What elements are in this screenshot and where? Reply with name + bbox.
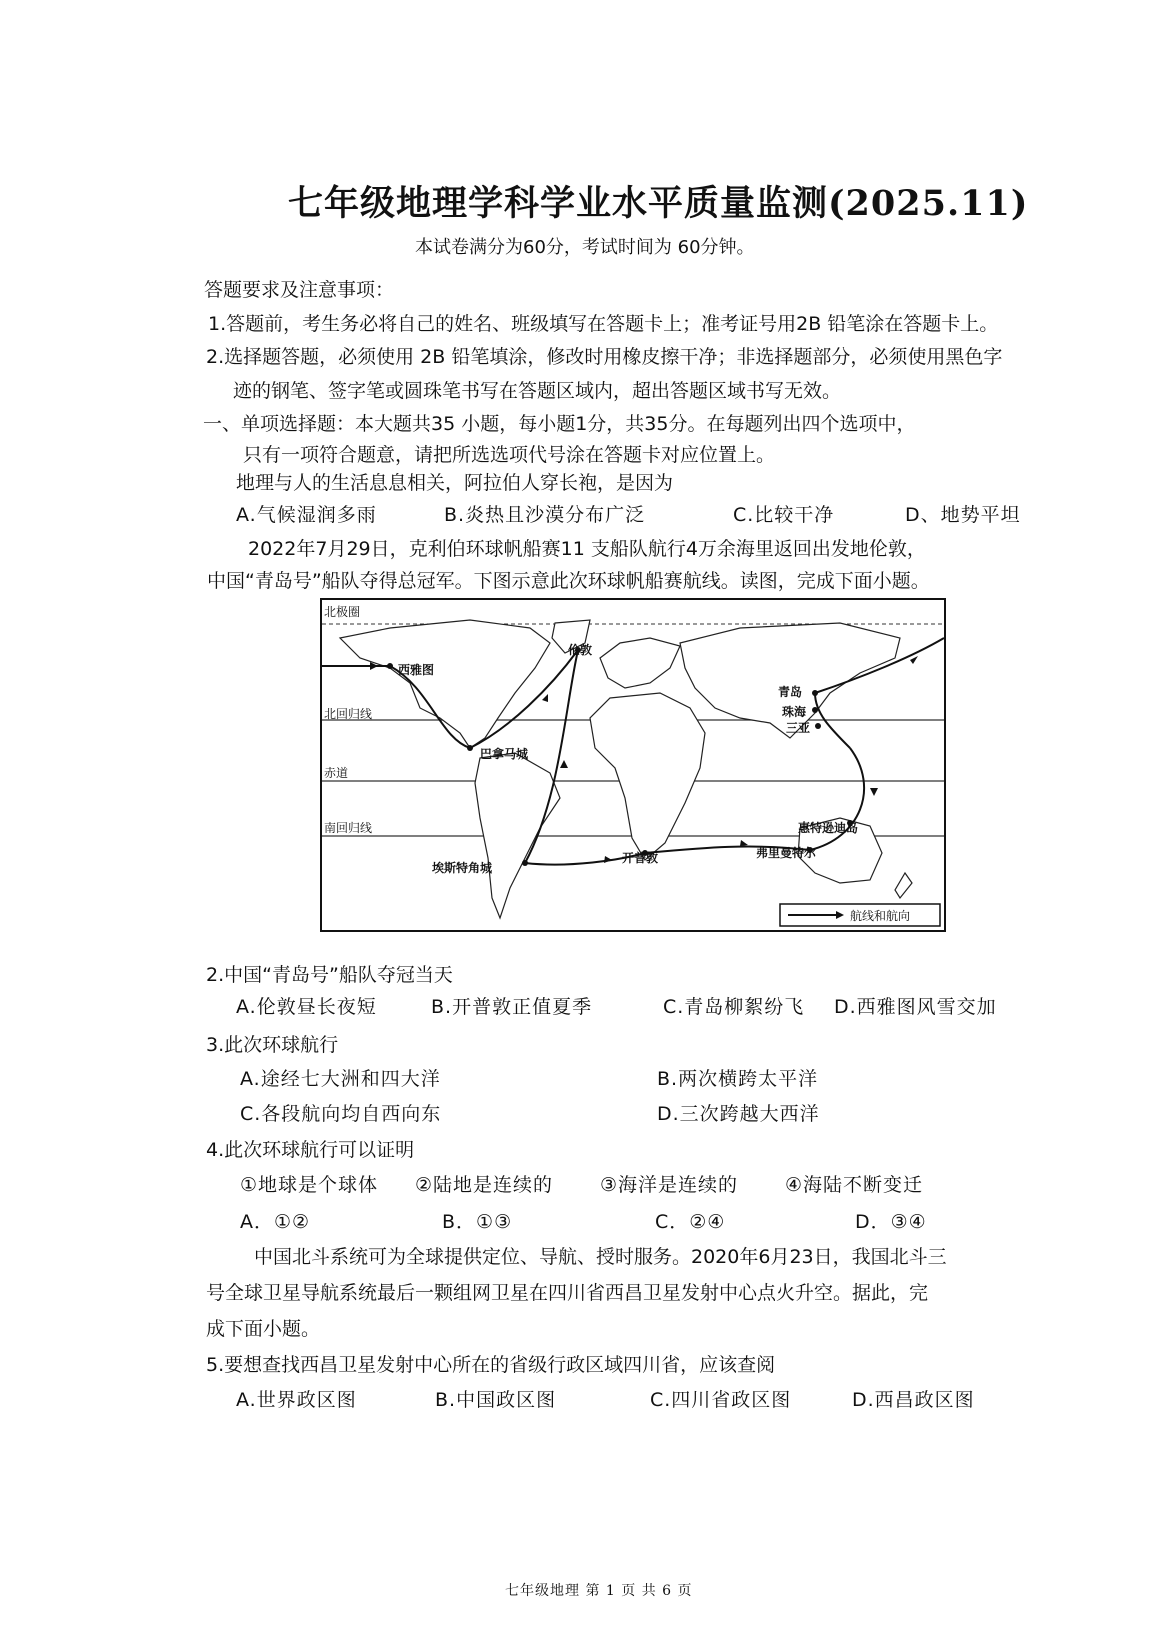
question-2-option-a[interactable]: A.伦敦昼长夜短 (236, 996, 377, 1018)
question-3-option-d[interactable]: D.三次跨越大西洋 (657, 1103, 820, 1125)
label-fremantle: 弗里曼特尔 (756, 846, 817, 860)
page-footer: 七年级地理 第 1 页 共 6 页 (505, 1583, 693, 1599)
question-3-option-a[interactable]: A.途经七大洲和四大洋 (240, 1068, 441, 1090)
question-3-option-b[interactable]: B.两次横跨太平洋 (657, 1068, 819, 1090)
section-heading-line-1: 一、单项选择题：本大题共35 小题，每小题1分，共35分。在每题列出四个选项中， (203, 413, 916, 435)
question-4-option-b[interactable]: B．①③ (442, 1211, 513, 1233)
question-1-option-a[interactable]: A.气候湿润多雨 (236, 504, 377, 526)
passage-2-line-2: 号全球卫星导航系统最后一颗组网卫星在四川省西昌卫星发射中心点火升空。据此，完 (206, 1282, 929, 1304)
question-5-option-a[interactable]: A.世界政区图 (236, 1389, 357, 1411)
question-4-option-c[interactable]: C．②④ (655, 1211, 726, 1233)
label-panama-city: 巴拿马城 (480, 747, 529, 761)
question-4-stem: 4.此次环球航行可以证明 (206, 1139, 415, 1161)
notes-heading: 答题要求及注意事项： (204, 279, 395, 301)
question-5-stem: 5.要想查找西昌卫星发射中心所在的省级行政区域四川省，应该查阅 (206, 1354, 776, 1376)
label-zhuhai: 珠海 (782, 705, 807, 719)
label-whitsunday: 惠特逊迪岛 (798, 821, 859, 835)
page-title: 七年级地理学科学业水平质量监测(2025.11) (288, 183, 1029, 224)
question-4-statement-1: ①地球是个球体 (240, 1174, 379, 1196)
label-sanya: 三亚 (786, 721, 811, 735)
note-item-1: 1.答题前，考生务必将自己的姓名、班级填写在答题卡上；准考证号用2B 铅笔涂在答题卡上。 (208, 313, 999, 335)
question-4-option-a[interactable]: A．①② (240, 1211, 311, 1233)
question-4-statement-2: ②陆地是连续的 (415, 1174, 554, 1196)
question-3-stem: 3.此次环球航行 (206, 1034, 339, 1056)
passage-2-line-3: 成下面小题。 (206, 1318, 321, 1340)
label-qingdao: 青岛 (778, 685, 803, 699)
sailing-route-map (320, 598, 946, 932)
question-1-option-b[interactable]: B.炎热且沙漠分布广泛 (444, 504, 646, 526)
question-4-statement-3: ③海洋是连续的 (600, 1174, 739, 1196)
label-london: 伦敦 (568, 643, 593, 657)
question-2-option-b[interactable]: B.开普敦正值夏季 (431, 996, 593, 1018)
passage-1-line-1: 2022年7月29日，克利伯环球帆船赛11 支船队航行4万余海里返回出发地伦敦， (248, 538, 926, 560)
exam-info: 本试卷满分为60分，考试时间为 60分钟。 (415, 237, 755, 258)
question-3-option-c[interactable]: C.各段航向均自西向东 (240, 1103, 442, 1125)
note-item-2-line-2: 迹的钢笔、签字笔或圆珠笔书写在答题区域内，超出答题区域书写无效。 (233, 380, 842, 402)
section-heading-line-2: 只有一项符合题意，请把所选选项代号涂在答题卡对应位置上。 (243, 444, 776, 466)
note-item-2-line-1: 2.选择题答题，必须使用 2B 铅笔填涂，修改时用橡皮擦干净；非选择题部分，必须使用黑色字 (206, 346, 1003, 368)
question-4-statement-4: ④海陆不断变迁 (785, 1174, 924, 1196)
question-2-stem: 2.中国“青岛号”船队夺冠当天 (206, 964, 453, 986)
question-1-option-d[interactable]: D、地势平坦 (905, 504, 1021, 526)
question-1-option-c[interactable]: C.比较干净 (733, 504, 835, 526)
question-2-option-c[interactable]: C.青岛柳絮纷飞 (663, 996, 805, 1018)
passage-1-line-2: 中国“青岛号”船队夺得总冠军。下图示意此次环球帆船赛航线。读图，完成下面小题。 (207, 570, 930, 592)
passage-2-line-1: 中国北斗系统可为全球提供定位、导航、授时服务。2020年6月23日，我国北斗三 (254, 1246, 947, 1268)
question-5-option-d[interactable]: D.西昌政区图 (852, 1389, 975, 1411)
label-seattle: 西雅图 (398, 663, 435, 677)
label-arctic-circle: 北极圈 (324, 605, 361, 619)
question-2-option-d[interactable]: D.西雅图风雪交加 (834, 996, 997, 1018)
label-tropic-of-cancer: 北回归线 (324, 707, 373, 721)
question-5-option-b[interactable]: B.中国政区图 (435, 1389, 557, 1411)
label-cape-town: 开普敦 (622, 851, 659, 865)
label-punta-del-este: 埃斯特角城 (432, 861, 493, 875)
legend-label: 航线和航向 (850, 909, 911, 923)
question-5-option-c[interactable]: C.四川省政区图 (650, 1389, 792, 1411)
question-4-option-d[interactable]: D．③④ (855, 1211, 927, 1233)
label-equator: 赤道 (324, 766, 349, 780)
label-tropic-of-capricorn: 南回归线 (324, 821, 373, 835)
question-1-stem: 地理与人的生活息息相关，阿拉伯人穿长袍，是因为 (236, 472, 674, 494)
